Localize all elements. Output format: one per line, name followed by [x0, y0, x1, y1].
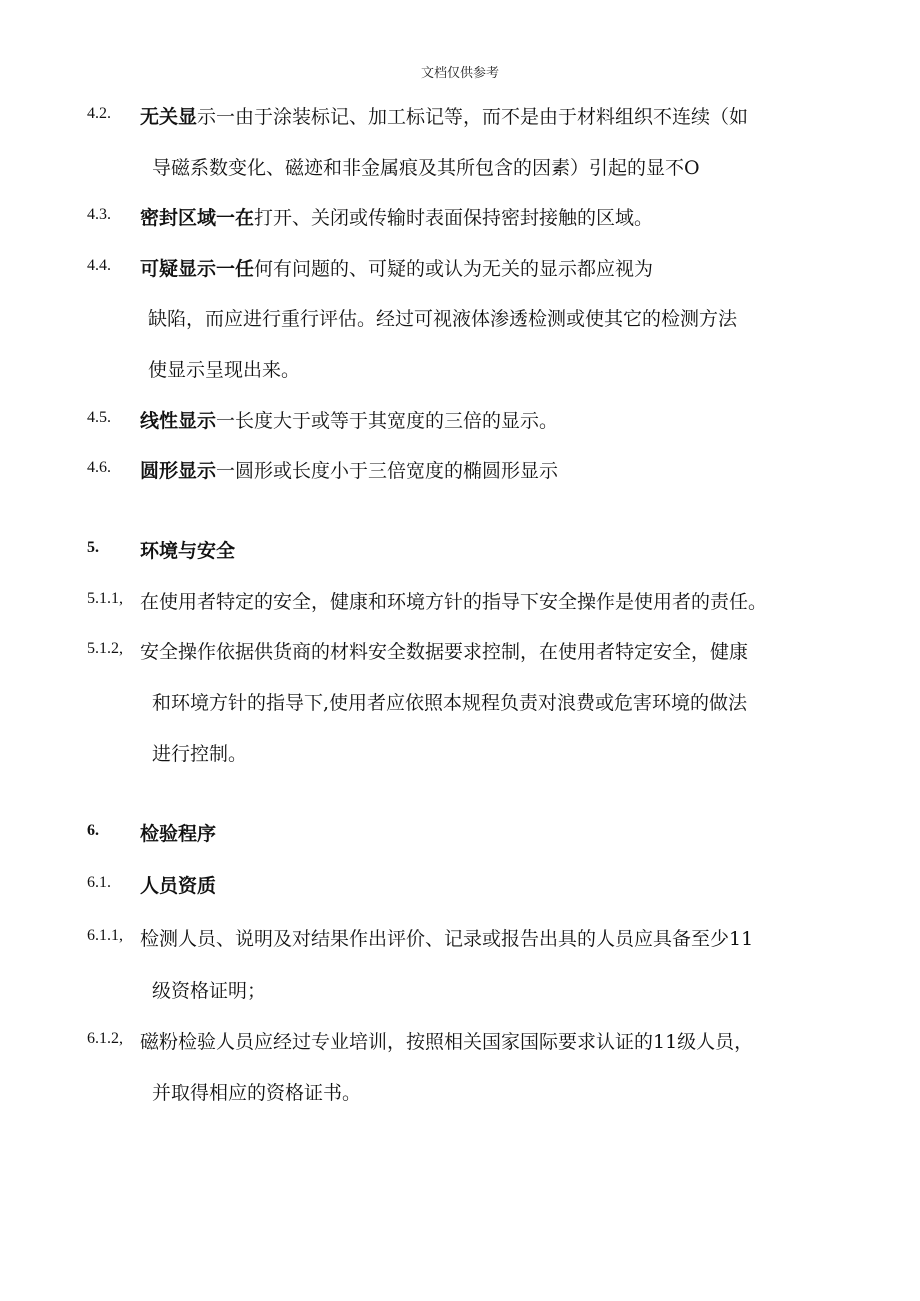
item-number: 6.1.1, [87, 927, 123, 944]
item-number: 6.1.2, [87, 1030, 123, 1047]
definition-text: 一长度大于或等于其宽度的三倍的显示。 [216, 410, 559, 432]
definition-text: 一圆形或长度小于三倍宽度的椭圆形显示 [216, 460, 559, 482]
item-number: 4.4. [87, 257, 111, 274]
section-title: 环境与安全 [140, 540, 236, 562]
item-number: 5.1.2, [87, 640, 123, 657]
item-number: 4.6. [87, 459, 111, 476]
section-number: 5. [87, 539, 99, 556]
clause-text: 在使用者特定的安全，健康和环境方针的指导下安全操作是使用者的责任。 [140, 591, 768, 613]
section-title: 检验程序 [140, 823, 217, 845]
term: 密封区域一在 [140, 207, 255, 229]
definition-4-4-cont: 缺陷，而应进行重行评估。经过可视液体渗透检测或使其它的检测方法 [148, 308, 738, 330]
term: 线性显示 [140, 410, 217, 432]
item-number: 5.1.1, [87, 590, 123, 607]
subsection-title: 人员资质 [140, 875, 217, 897]
definition-text: 示一由于涂装标记、加工标记等，而不是由于材料组织不连续（如 [197, 106, 749, 128]
clause-text: 安全操作依据供货商的材料安全数据要求控制，在使用者特定安全，健康 [140, 641, 749, 663]
definition-4-4-cont2: 使显示呈现出来。 [148, 359, 301, 381]
definition-text: 何有问题的、可疑的或认为无关的显示都应视为 [254, 258, 654, 280]
definition-text: 打开、关闭或传输时表面保持密封接触的区域。 [254, 207, 654, 229]
term: 圆形显示 [140, 460, 217, 482]
clause-5-1-2-cont2: 进行控制。 [152, 743, 248, 765]
clause-5-1-2-cont: 和环境方针的指导下,使用者应依照本规程负责对浪费或危害环境的做法 [152, 692, 748, 714]
item-number: 6.1. [87, 874, 111, 891]
clause-6-1-1-cont: 级资格证明； [152, 980, 267, 1002]
item-number: 4.3. [87, 206, 111, 223]
section-number: 6. [87, 822, 99, 839]
clause-text: 检测人员、说明及对结果作出评价、记录或报告出具的人员应具备至少11 [140, 928, 754, 950]
definition-4-2-cont: 导磁系数变化、磁迹和非金属痕及其所包含的因素）引起的显不O [152, 157, 700, 179]
item-number: 4.5. [87, 409, 111, 426]
term: 无关显 [140, 106, 198, 128]
clause-text: 磁粉检验人员应经过专业培训，按照相关国家国际要求认证的11级人员， [140, 1031, 754, 1053]
clause-6-1-2-cont: 并取得相应的资格证书。 [152, 1082, 362, 1104]
page-header: 文档仅供参考 [420, 66, 499, 81]
item-number: 4.2. [87, 105, 111, 122]
term: 可疑显示一任 [140, 258, 255, 280]
